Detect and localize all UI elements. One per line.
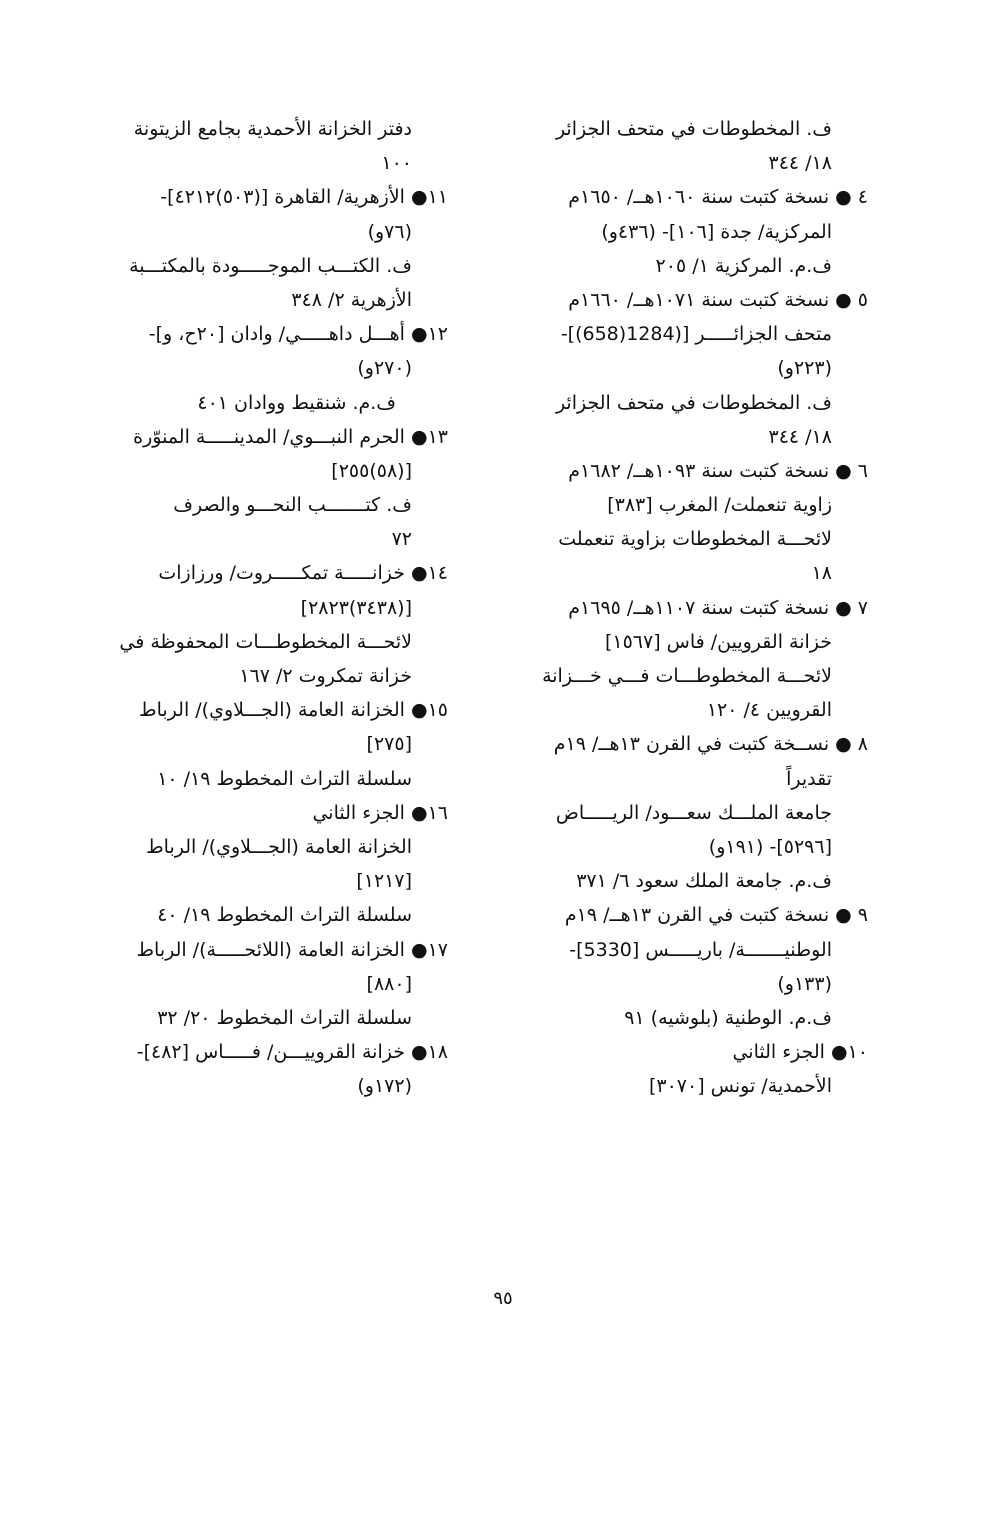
right-column-line: جامعة الملـــك سعـــود/ الريـــــاض bbox=[555, 801, 832, 824]
left-column-line: ١٢● أهـــل داهـــــي/ وادان [٢٠ح، و]- bbox=[148, 323, 448, 346]
right-column-line: ٨ ● نســخة كتبت في القرن ١٣هــ/ ١٩م bbox=[553, 733, 868, 756]
left-column-line: (٧٦و) bbox=[367, 220, 412, 243]
left-column-line: ١١● الأزهرية/ القاهرة [(٥٠٣)٤٢١٢]- bbox=[160, 186, 448, 209]
left-column-line: [(٣٤٣٨)٢٨٢٣] bbox=[300, 596, 412, 619]
right-column bbox=[526, 112, 868, 1103]
left-column-line: لائحـــة المخطوطـــات المحفوظة في bbox=[119, 630, 412, 653]
right-column-line: [٥٢٩٦]- (١٩١و) bbox=[708, 835, 832, 858]
left-column-line: ف. الكتـــب الموجـــــودة بالمكتـــبة bbox=[129, 254, 412, 277]
right-column-line: ف.م. المركزية ١/ ٢٠٥ bbox=[655, 254, 832, 277]
right-column-line: ٤ ● نسخة كتبت سنة ١٠٦٠هــ/ ١٦٥٠م bbox=[568, 186, 868, 209]
right-column-line: المركزية/ جدة [١٠٦]- (٤٣٦و) bbox=[601, 220, 832, 243]
right-column-line: ف. المخطوطات في متحف الجزائر bbox=[555, 391, 832, 414]
left-column-line: ف.م. شنقيط ووادان ٤٠١ bbox=[197, 391, 396, 414]
right-column-line: ١٨ bbox=[811, 562, 832, 585]
left-column-line: [٢٧٥] bbox=[366, 733, 412, 756]
right-column-line: لائحـــة المخطوطـــات فـــي خـــزانة bbox=[542, 665, 832, 687]
left-column-line: ١٠٠ bbox=[381, 152, 412, 175]
right-column-line: ٦ ● نسخة كتبت سنة ١٠٩٣هــ/ ١٦٨٢م bbox=[568, 459, 868, 482]
left-column-line: خزانة تمكروت ٢/ ١٦٧ bbox=[239, 665, 412, 687]
left-column-line: ٧٢ bbox=[391, 528, 412, 551]
right-column-line: زاوية تنعملت/ المغرب [٣٨٣] bbox=[607, 494, 832, 517]
right-column-line: ١٨/ ٣٤٤ bbox=[768, 152, 832, 175]
right-column-line: الأحمدية/ تونس [٣٠٧٠] bbox=[648, 1075, 832, 1098]
right-column-line: خزانة القرويين/ فاس [١٥٦٧] bbox=[604, 630, 832, 653]
left-column-line: الخزانة العامة (الجـــلاوي)/ الرباط bbox=[146, 835, 412, 858]
left-column-line: (١٧٢و) bbox=[357, 1075, 412, 1098]
right-column-line: الوطنيـــــــة/ باريـــــس [5330]- bbox=[569, 938, 832, 961]
left-column-line: [١٢١٧] bbox=[356, 870, 412, 893]
right-column-line: ١٠● الجزء الثاني bbox=[732, 1041, 868, 1064]
right-column-line: ٥ ● نسخة كتبت سنة ١٠٧١هــ/ ١٦٦٠م bbox=[568, 288, 868, 311]
left-column-line: (٢٧٠و) bbox=[357, 357, 412, 380]
right-column-line: ف. المخطوطات في متحف الجزائر bbox=[555, 118, 832, 140]
right-column-line: ف.م. جامعة الملك سعود ٦/ ٣٧١ bbox=[576, 870, 832, 893]
left-column-line: ١٧● الخزانة العامة (اللائحـــــة)/ الرباط bbox=[136, 938, 448, 961]
right-column-line: ١٨/ ٣٤٤ bbox=[768, 425, 832, 448]
left-column-line: ١٨● خزانة القروييـــن/ فـــــاس [٤٨٢]- bbox=[136, 1041, 448, 1064]
right-column-line: (١٣٣و) bbox=[777, 972, 832, 995]
left-column-line: ١٥● الخزانة العامة (الجـــلاوي)/ الرباط bbox=[139, 699, 448, 722]
left-column-line: ١٦● الجزء الثاني bbox=[312, 801, 448, 824]
left-column-line: الأزهرية ٢/ ٣٤٨ bbox=[291, 288, 412, 311]
right-column-line: القرويين ٤/ ١٢٠ bbox=[706, 699, 832, 722]
left-column-line: سلسلة التراث المخطوط ٢٠/ ٣٢ bbox=[157, 1006, 412, 1029]
left-column-line: ف. كتـــــــب النحـــو والصرف bbox=[173, 494, 412, 517]
right-column-line: لائحـــة المخطوطات بزاوية تنعملت bbox=[558, 528, 832, 551]
right-column-line: ٩ ● نسخة كتبت في القرن ١٣هــ/ ١٩م bbox=[564, 904, 868, 927]
left-column-line: [٨٨٠] bbox=[366, 972, 412, 995]
left-column-line: [(٥٨)٢٥٥] bbox=[331, 459, 412, 482]
right-column-line: ف.م. الوطنية (بلوشيه) ٩١ bbox=[624, 1006, 832, 1029]
left-column-line: ١٣● الحرم النبـــوي/ المدينـــــة المنوّرة bbox=[133, 425, 448, 448]
left-column bbox=[119, 112, 448, 1103]
right-column-line: ٧ ● نسخة كتبت سنة ١١٠٧هــ/ ١٦٩٥م bbox=[568, 596, 868, 619]
right-column-line: (٢٢٣و) bbox=[777, 357, 832, 380]
right-column-line: متحف الجزائـــــر [(1284(658)]- bbox=[560, 323, 832, 346]
left-column-line: ١٤● خزانـــــة تمكـــــروت/ ورزازات bbox=[158, 562, 448, 585]
left-column-line: سلسلة التراث المخطوط ١٩/ ١٠ bbox=[157, 767, 412, 790]
right-column-line: تقديراً bbox=[786, 767, 832, 790]
page-number: ٩٥ bbox=[493, 1288, 513, 1309]
left-column-line: سلسلة التراث المخطوط ١٩/ ٤٠ bbox=[157, 904, 412, 927]
left-column-line: دفتر الخزانة الأحمدية بجامع الزيتونة bbox=[133, 118, 412, 140]
